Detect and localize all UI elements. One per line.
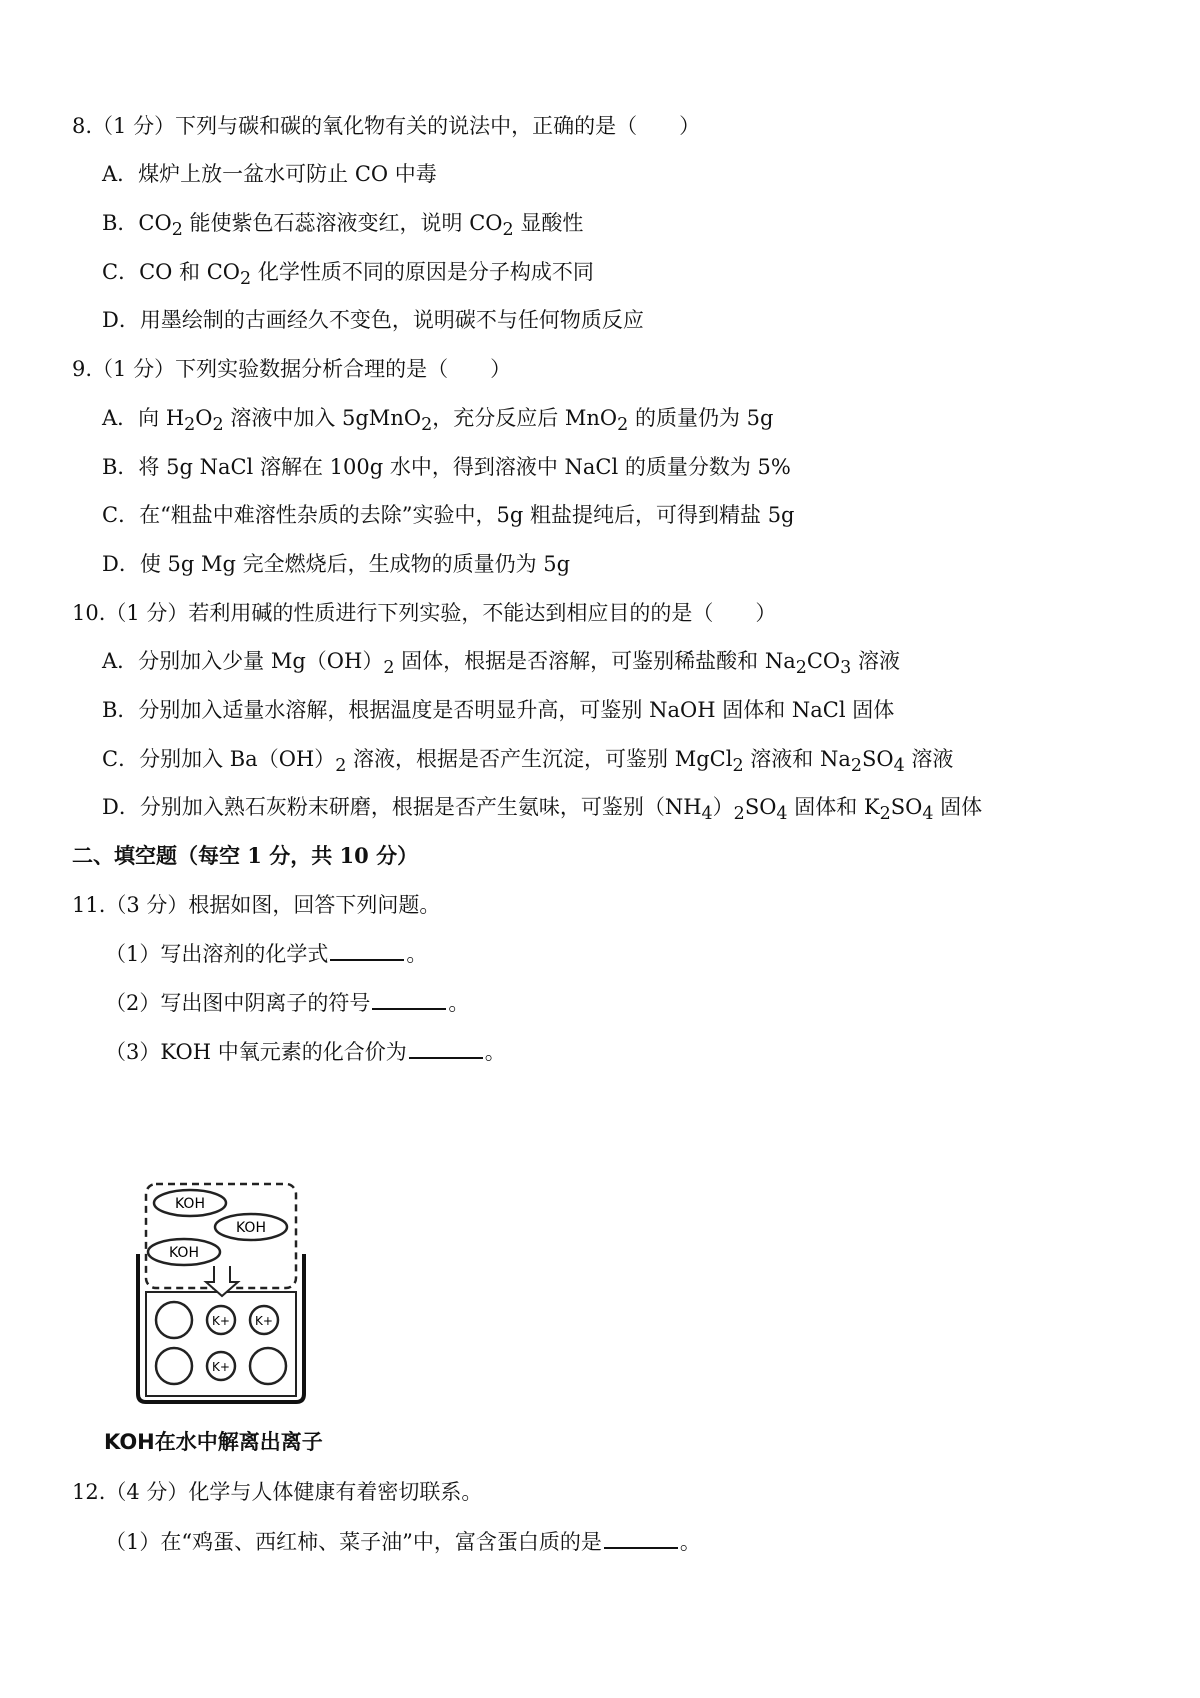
- k-ion-label: K+: [212, 1314, 230, 1328]
- q9-a-text: A．向 H: [102, 406, 185, 430]
- subscript: 2: [733, 804, 745, 825]
- q11-sub-1: [105, 939, 427, 968]
- section-heading: 二、填空题（每空 1 分，共 10 分）: [72, 843, 419, 868]
- subscript: 3: [840, 658, 852, 679]
- q12-sub-1-text: （1）在“鸡蛋、西红柿、菜子油”中，富含蛋白质的是: [105, 1530, 602, 1554]
- question-9-stem: 9.（1 分）下列实验数据分析合理的是（ ）: [72, 357, 512, 381]
- anion-circle: [156, 1302, 192, 1338]
- subscript: 2: [212, 415, 224, 436]
- koh-unit: [154, 1190, 226, 1216]
- period: 。: [484, 1040, 506, 1064]
- q11-sub-2-text: （2）写出图中阴离子的符号: [105, 991, 371, 1015]
- q10-c-text: C．分别加入 Ba（OH）: [102, 747, 336, 771]
- q10-a-text: 溶液: [851, 649, 900, 673]
- q9-a-text: ，充分反应后 MnO: [432, 406, 618, 430]
- koh-label: KOH: [175, 1196, 205, 1212]
- subscript: 2: [240, 269, 252, 290]
- q8-option-b[interactable]: [102, 209, 583, 244]
- q8-option-c[interactable]: [102, 258, 594, 293]
- q8-c-text: C．CO 和 CO: [102, 260, 240, 284]
- koh-unit: [148, 1239, 220, 1265]
- question-11-stem: 11.（3 分）根据如图，回答下列问题。: [72, 893, 441, 917]
- answer-blank[interactable]: [409, 1037, 483, 1059]
- subscript: 2: [795, 658, 807, 679]
- q9-option-c[interactable]: C．在“粗盐中难溶性杂质的去除”实验中，5g 粗盐提纯后，可得到精盐 5g: [102, 503, 795, 527]
- q10-d-text: D．分别加入熟石灰粉末研磨，根据是否产生氨味，可鉴别（NH: [102, 795, 702, 819]
- subscript: 4: [922, 804, 934, 825]
- subscript: 2: [617, 415, 629, 436]
- q9-option-b[interactable]: B．将 5g NaCl 溶解在 100g 水中，得到溶液中 NaCl 的质量分数为 5%: [102, 455, 791, 479]
- q9-a-text: O: [195, 406, 213, 430]
- anion-circle: [156, 1348, 192, 1384]
- q10-c-text: SO: [862, 747, 894, 771]
- q9-option-a[interactable]: [102, 404, 773, 439]
- q10-c-text: 溶液和 Na: [743, 747, 851, 771]
- q11-sub-3-text: （3）KOH 中氧元素的化合价为: [105, 1040, 407, 1064]
- koh-label: KOH: [169, 1245, 199, 1261]
- q10-a-text: CO: [806, 649, 841, 673]
- subscript: 2: [732, 756, 744, 777]
- q10-d-text: SO: [744, 795, 777, 819]
- period: 。: [448, 991, 470, 1015]
- subscript: 2: [383, 658, 395, 679]
- q10-option-b[interactable]: B．分别加入适量水溶解，根据温度是否明显升高，可鉴别 NaOH 固体和 NaCl 固体: [102, 698, 895, 722]
- anion-circle: [250, 1348, 286, 1384]
- q10-option-d[interactable]: [102, 793, 982, 828]
- subscript: 4: [893, 756, 905, 777]
- answer-blank[interactable]: [330, 939, 404, 961]
- q9-a-text: 溶液中加入 5gMnO: [223, 406, 422, 430]
- period: 。: [406, 942, 428, 966]
- q10-d-text: 固体和 K: [787, 795, 880, 819]
- q10-d-text: SO: [890, 795, 923, 819]
- q10-a-text: A．分别加入少量 Mg（OH）: [102, 649, 384, 673]
- question-8-stem: 8.（1 分）下列与碳和碳的氧化物有关的说法中，正确的是（ ）: [72, 114, 701, 138]
- subscript: 2: [879, 804, 891, 825]
- subscript: 2: [850, 756, 862, 777]
- q10-option-c[interactable]: [102, 745, 953, 780]
- subscript: 4: [701, 804, 713, 825]
- koh-dissociation-figure: [96, 1180, 346, 1440]
- q10-option-a[interactable]: [102, 647, 900, 682]
- q11-sub-3: [105, 1037, 506, 1066]
- period: 。: [679, 1530, 701, 1554]
- q12-sub-1: [105, 1527, 701, 1556]
- subscript: 2: [502, 220, 514, 241]
- figure-caption: KOH在水中解离出离子: [104, 1430, 323, 1454]
- q8-b-text: B．CO: [102, 211, 172, 235]
- q8-option-a[interactable]: A．煤炉上放一盆水可防止 CO 中毒: [102, 162, 437, 186]
- question-12-stem: 12.（4 分）化学与人体健康有着密切联系。: [72, 1480, 483, 1504]
- k-ion-label: K+: [255, 1314, 273, 1328]
- q9-a-text: 的质量仍为 5g: [628, 406, 774, 430]
- koh-unit: [215, 1214, 287, 1240]
- q10-d-text: 固体: [933, 795, 983, 819]
- subscript: 2: [421, 415, 433, 436]
- q11-sub-1-text: （1）写出溶剂的化学式: [105, 942, 329, 966]
- q11-sub-2: [105, 988, 469, 1017]
- q10-c-text: 溶液，根据是否产生沉淀，可鉴别 MgCl: [346, 747, 733, 771]
- q10-c-text: 溶液: [904, 747, 954, 771]
- subscript: 2: [335, 756, 347, 777]
- q10-a-text: 固体，根据是否溶解，可鉴别稀盐酸和 Na: [394, 649, 796, 673]
- q8-c-text: 化学性质不同的原因是分子构成不同: [251, 260, 594, 284]
- q8-b-text: 显酸性: [513, 211, 584, 235]
- subscript: 2: [184, 415, 196, 436]
- q8-b-text: 能使紫色石蕊溶液变红，说明 CO: [182, 211, 503, 235]
- q9-option-d[interactable]: D．使 5g Mg 完全燃烧后，生成物的质量仍为 5g: [102, 552, 571, 576]
- subscript: 4: [776, 804, 788, 825]
- answer-blank[interactable]: [372, 988, 446, 1010]
- answer-blank[interactable]: [604, 1527, 678, 1549]
- k-ion-label: K+: [212, 1360, 230, 1374]
- question-10-stem: 10.（1 分）若利用碱的性质进行下列实验，不能达到相应目的的是（ ）: [72, 601, 777, 625]
- q10-d-text: ）: [712, 795, 734, 819]
- q8-option-d[interactable]: D．用墨绘制的古画经久不变色，说明碳不与任何物质反应: [102, 308, 644, 332]
- subscript: 2: [171, 220, 183, 241]
- koh-label: KOH: [236, 1220, 266, 1236]
